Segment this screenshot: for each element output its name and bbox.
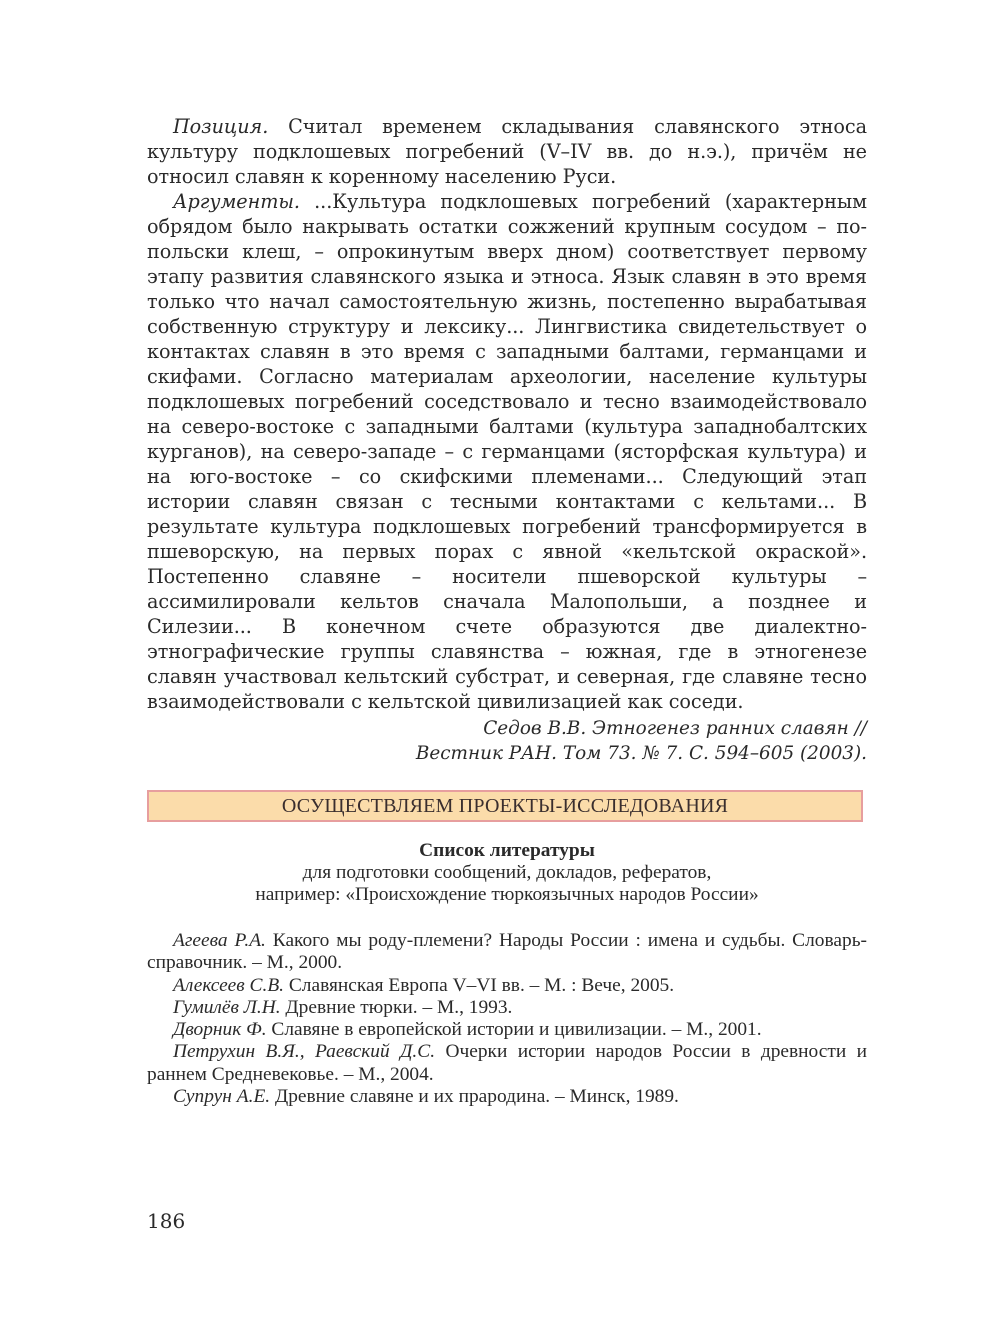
citation-line-2: Вестник РАН. Том 73. № 7. С. 594–605 (2003). [415,743,867,764]
bibliography-text: Славянская Европа V–VI вв. – М. : Вече, 2005. [284,974,675,996]
bibliography-item [147,1041,867,1086]
bibliography-title: Список литературы [419,840,595,861]
bibliography-author: Гумилёв Л.Н. [173,996,281,1018]
page-number: 186 [147,1209,186,1233]
bibliography-item [147,1019,867,1041]
section-title: ОСУЩЕСТВЛЯЕМ ПРОЕКТЫ-ИССЛЕДОВАНИЯ [281,794,729,817]
bibliography-item [147,930,867,975]
arguments-label: Аргументы. [173,190,300,213]
section-banner [147,790,863,822]
position-text: Считал временем складывания славянского этноса культуру подклошевых погребений (V–IV вв. до н.э.), причём не относил славян к коренному населению Руси. [147,115,867,188]
bibliography-list [147,930,867,1108]
arguments-paragraph [147,189,867,714]
arguments-text: ...Культура подклошевых погребений (характерным обрядом было накрывать остатки сожжений крупным сосудом – по-польски клеш, – опрокинутым вверх дном) соответствует первому этапу развития славянского языка и этноса. Язык славян в это время только что начал самостоятельную жизнь, постепенно вырабатывая собственную структуру и лексику... Лингвистика свидетельствует о контактах славян в это время с западными балтами, германцами и скифами. Согласно материалам археологии, население культуры подклошевых погребений соседствовало и тесно взаимодействовало на северо-востоке с западными балтами (культура западнобалтских курганов), на северо-западе – с германцами (ясторфская культура) и на юго-востоке – со скифскими племенами... Следующий этап истории славян связан с тесными контактами с кельтами... В результате культура подклошевых погребений трансформируется в пшеворскую, на первых порах с явной «кельтской окраской». Постепенно славяне – носители пшеворской культуры – ассимилировали кельтов сначала Малопольши, а позднее и Силезии... В конечном счете образуются две диалектно-этнографические группы славянства – южная, где в этногенезе славян участвовал кельтский субстрат, и северная, где славяне тесно взаимодействовали с кельтской цивилизацией как соседи. [147,190,867,713]
bibliography-subtitle-line-2: например: «Происхождение тюркоязычных народов России» [255,884,759,905]
bibliography-text: Какого мы роду-племени? Народы России : имена и судьбы. Словарь-справочник. – М., 2000. [147,930,867,974]
bibliography-text: Древние славяне и их прародина. – Минск, 1989. [270,1086,679,1108]
position-paragraph [147,114,867,189]
bibliography-author: Петрухин В.Я., Раевский Д.С. [173,1041,436,1063]
bibliography-text: Славяне в европейской истории и цивилизации. – М., 2001. [266,1019,762,1041]
bibliography-header [147,840,867,906]
source-citation [147,716,867,766]
bibliography-subtitle-line-1: для подготовки сообщений, докладов, рефератов, [302,862,712,883]
bibliography-author: Супрун А.Е. [173,1086,271,1108]
bibliography-item [147,975,867,997]
bibliography-text: Очерки истории народов России в древности и раннем Средневековье. – М., 2004. [147,1041,867,1085]
bibliography-item [147,1086,867,1108]
bibliography-author: Дворник Ф. [173,1019,267,1041]
bibliography-text: Древние тюрки. – М., 1993. [280,996,513,1018]
citation-line-1: Седов В.В. Этногенез ранних славян // [483,718,867,739]
bibliography-author: Алексеев С.В. [173,974,285,996]
bibliography-item [147,997,867,1019]
bibliography-author: Агеева Р.А. [173,930,266,951]
excerpt-block [147,114,867,766]
position-label: Позиция. [173,115,269,138]
